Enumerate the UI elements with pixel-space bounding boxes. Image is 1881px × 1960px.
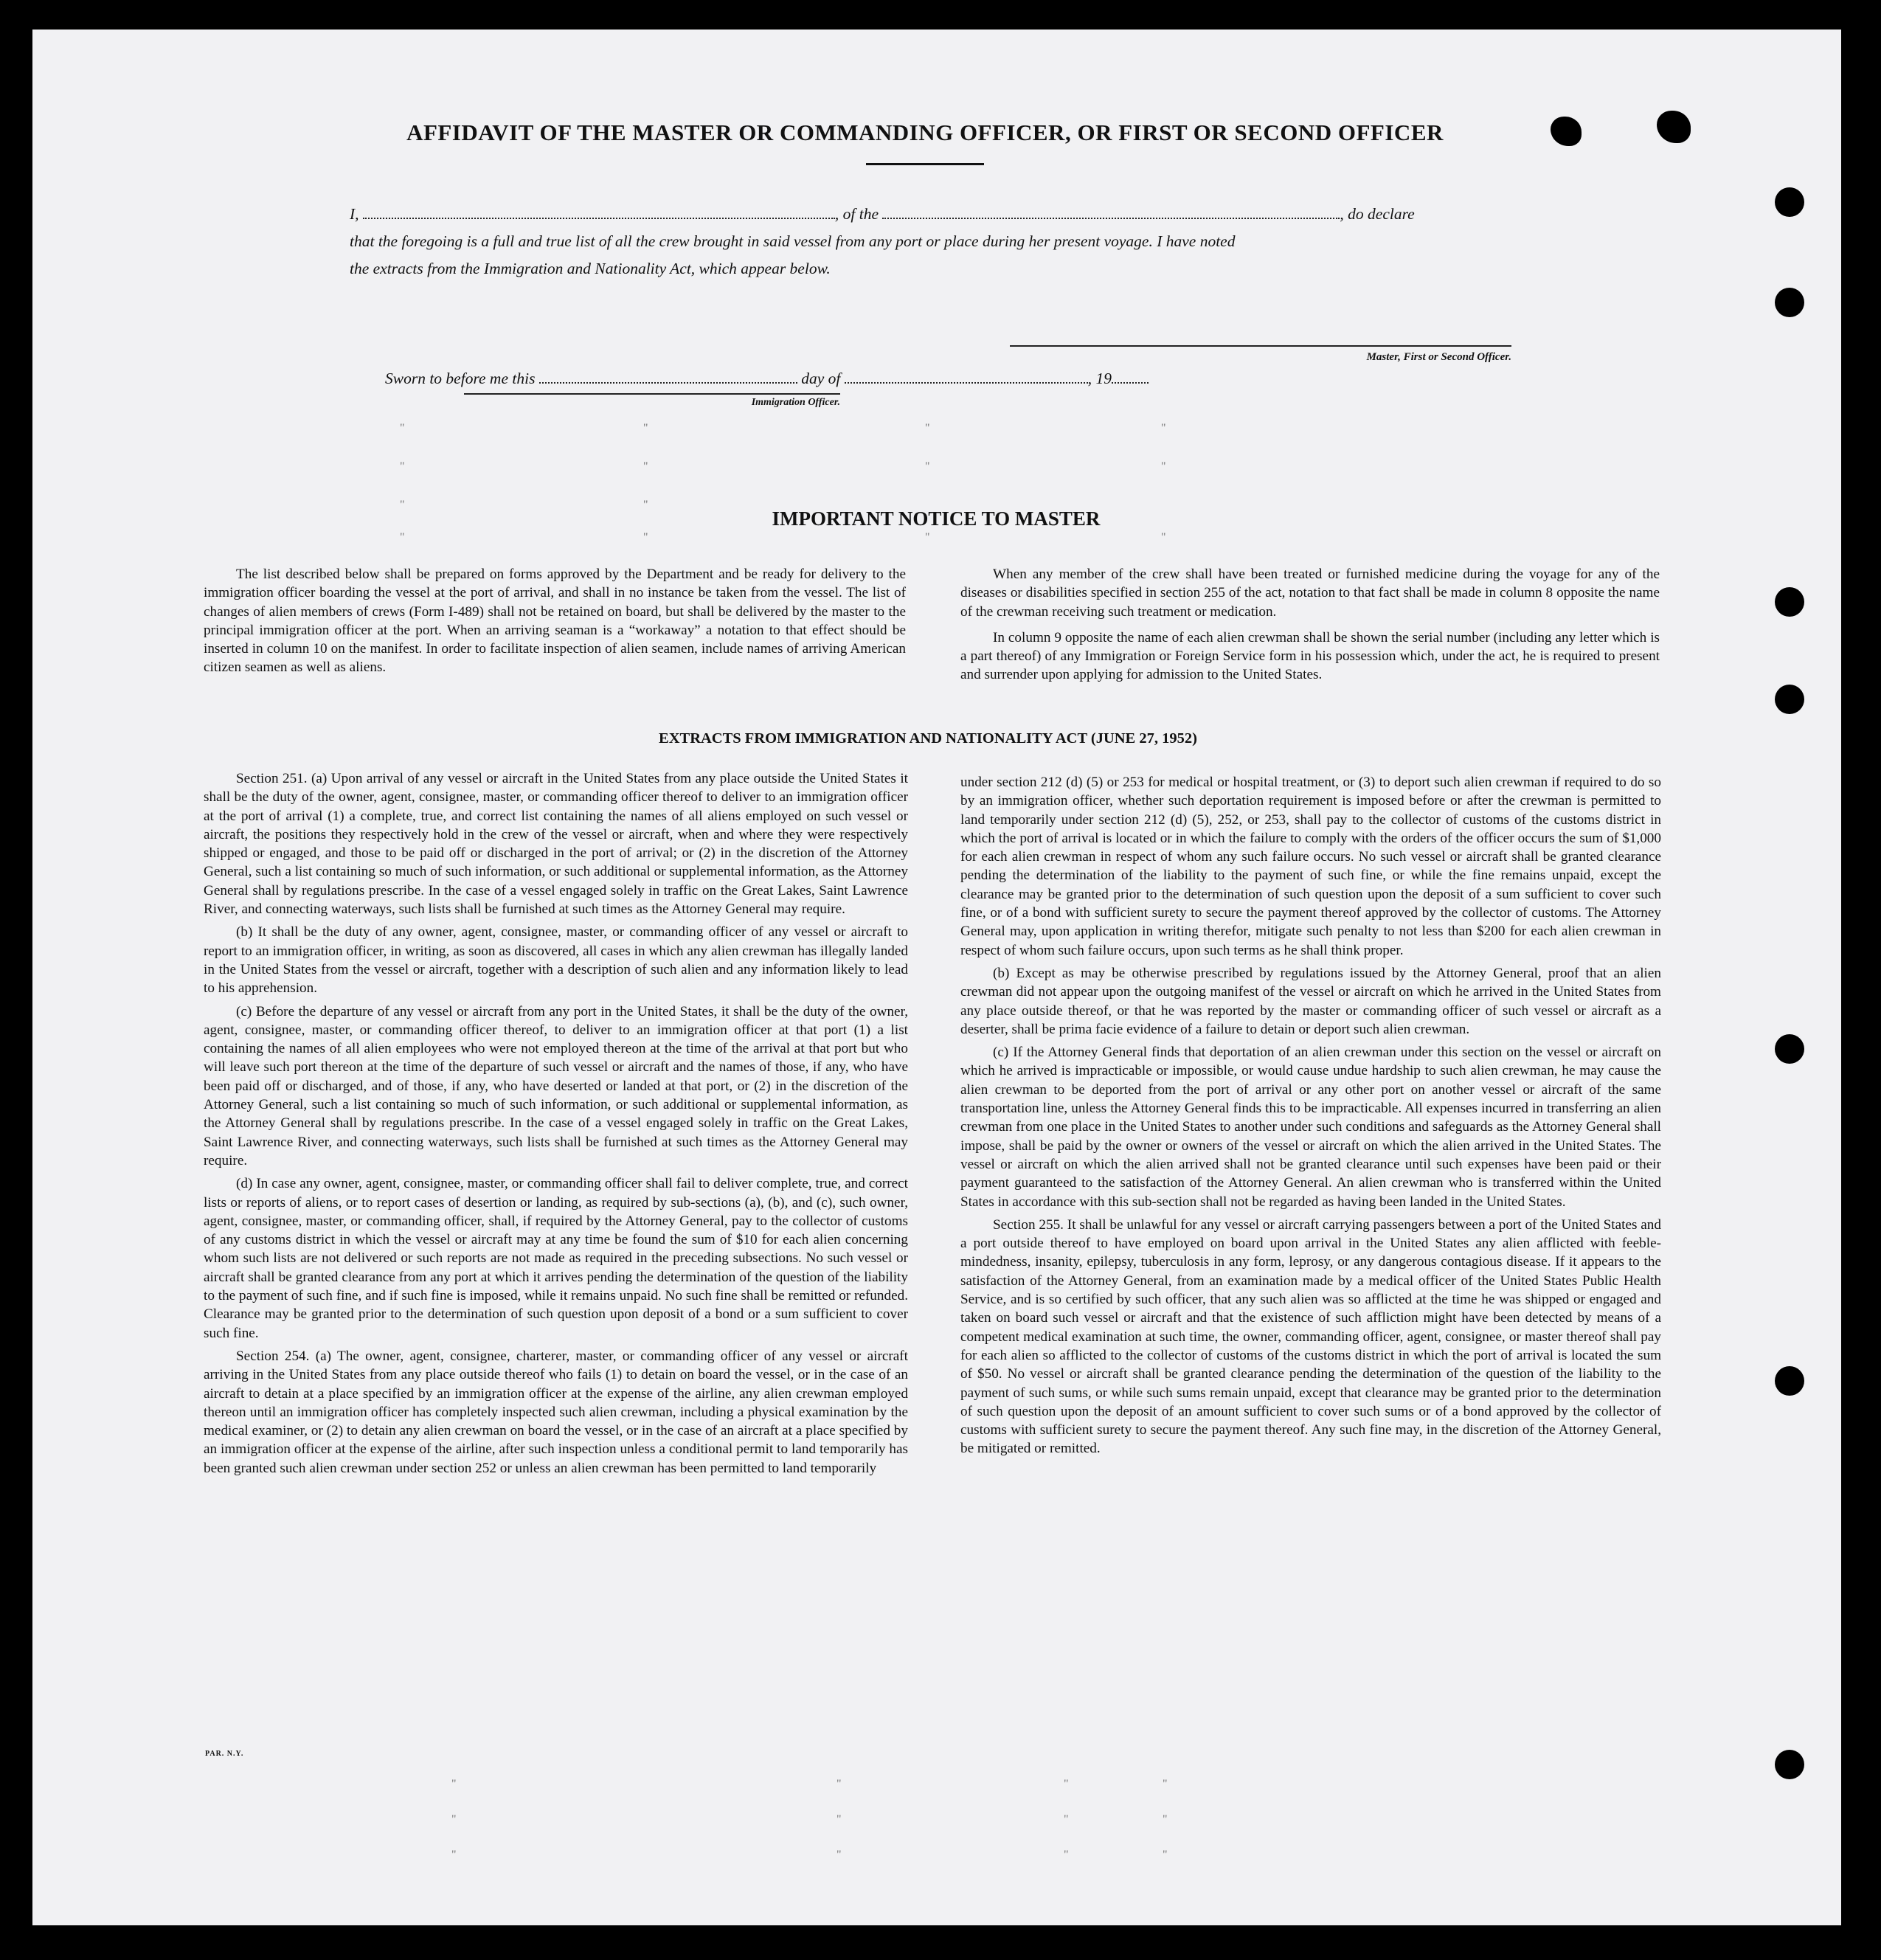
punch-hole (1775, 685, 1804, 714)
statute-paragraph: (b) It shall be the duty of any owner, agent, consignee, master, or commanding officer of any vessel or aircraft to report to an immigration officer, in writing, as soon as discovered, all cases in which any alien crewman has illegally landed in the United States from the vessel or aircraft, together with a description of such alien and any information likely to lead to his apprehension. (204, 924, 908, 997)
statute-paragraph: Section 255. It shall be unlawful for any vessel or aircraft carrying passengers between a port of the United States and a port outside thereof to have employed on board upon arrival in the United States any alien afflicted with feeble-mindedness, insanity, epilepsy, tuberculosis in any form, leprosy, or any dangerous contagious disease. If it appears to the satisfaction of the Attorney General, from an examination made by a medical officer of the United States Public Health Service, and is so certified by such officer, that any such alien was so afflicted at the time he was shipped or engaged and taken on board such vessel or aircraft and that the existence of such affliction might have been detected by means of a competent medical examination at such time, the owner, commanding officer, agent, consignee, or master thereof shall pay for each alien so afflicted to the collector of customs of the customs district in which the port of arrival is located the sum of $50. No vessel or aircraft shall be granted clearance pending the determination of the question of the liability to the payment of such sums, or while such sums remain unpaid, except that clearance may be granted prior to the determination of such question upon the deposit of an amount sufficient to cover such sums or of a bond approved by the collector of customs with sufficient surety to secure the payment thereof. Any such fine may, in the discretion of the Attorney General, be mitigated or remitted. (960, 1216, 1661, 1457)
ditto-mark: " (643, 422, 648, 434)
ditto-mark: " (1064, 1849, 1069, 1861)
punch-hole (1775, 187, 1804, 217)
ditto-mark: " (1064, 1813, 1069, 1826)
statute-paragraph: (c) If the Attorney General finds that deportation of an alien crewman under this section on the vessel or aircraft on which he arrived is impracticable or impossible, or would cause undue hardship to such alien crewman, he may cause the alien crewman to be deported from the port of arrival or any other port on another vessel or aircraft of the same transportation line, unless the Attorney General finds this to be impracticable. All expenses incurred in transferring an alien crewman from one place in the United States to another under such conditions and safeguards as the Attorney General shall impose, shall be paid by the owner or owners of the vessel or aircraft on which the alien arrived in the United States. The vessel or aircraft on which the alien arrived shall not be granted clearance until such expenses have been paid or their payment guaranteed to the satisfaction of the Attorney General. An alien crewman who is transferred within the United States in accordance with this sub-section shall not be regarded as having been landed in the United States. (960, 1045, 1661, 1210)
declaration-block (350, 201, 1559, 283)
statute-paragraph: under section 212 (d) (5) or 253 for medical or hospital treatment, or (3) to deport such alien crewman if required to do so by an immigration officer, whether such deportation requirement is imposed before or after the crewman is permitted to land temporarily under section 212 (d) (5), 252, or 253, shall pay to the collector of customs of the customs district in which the port of arrival is located or in which the failure to comply with the orders of the officer occurs the sum of $1,000 for each alien crewman in respect of whom any such failure occurs. No such vessel or aircraft shall be granted clearance pending the determination of the liability to the payment of such fine, or while the fine remains unpaid, except the clearance may be granted prior to the determination of such question upon the deposit of a sum sufficient to cover such fine, or of a bond with sufficient surety to secure the payment thereof approved by the collector of customs. The Attorney General may, upon application in writing therefor, mitigate such penalty to not less than $200 for each alien crewman in respect of whom such failure occurs, upon such terms as he shall think proper. (960, 775, 1661, 958)
master-signature-field[interactable] (1010, 345, 1511, 347)
ditto-mark: " (451, 1849, 457, 1861)
punch-hole (1775, 288, 1804, 317)
title-underline (866, 163, 984, 165)
notice-heading: IMPORTANT NOTICE TO MASTER (772, 508, 1101, 530)
sworn-year-field[interactable] (1112, 367, 1149, 384)
day-of-label: day of (801, 370, 841, 387)
form-page (32, 30, 1841, 1925)
sworn-label: Sworn to before me this (385, 370, 536, 387)
punch-hole (1775, 1366, 1804, 1396)
ditto-mark: " (1163, 1813, 1168, 1826)
notice-paragraph: In column 9 opposite the name of each alien crewman shall be shown the serial number (including any letter which is a part thereof) of any Immigration or Foreign Service form in his possession which, under the act, he is required to present and surrender upon applying for admission to the United States. (960, 629, 1660, 683)
punch-hole (1775, 1034, 1804, 1064)
form-title: AFFIDAVIT OF THE MASTER OR COMMANDING OFFICER, OR FIRST OR SECOND OFFICER (406, 120, 1444, 145)
extracts-right-column (960, 773, 1661, 1458)
ditto-mark: " (1161, 460, 1166, 473)
notice-paragraph: The list described below shall be prepared on forms approved by the Department and be ready for delivery to the immigration officer boarding the vessel at the port of arrival, and shall in no instance be taken from the vessel. The list of changes of alien members of crews (Form I-489) shall not be retained on board, but shall be delivered by the master to the principal immigration officer at the port. When an arriving seaman is a “workaway” a notation to that effect should be inserted in column 10 on the manifest. In order to facilitate inspection of alien seamen, include names of arriving American citizen seamen as well as aliens. (204, 567, 906, 676)
extracts-heading: EXTRACTS FROM IMMIGRATION AND NATIONALITY ACT (JUNE 27, 1952) (659, 730, 1197, 747)
notice-right-column (960, 565, 1660, 685)
statute-paragraph: (b) Except as may be otherwise prescribed by regulations issued by the Attorney General, proof that an alien crewman did not appear upon the outgoing manifest of the vessel or aircraft on which he arrived in the United States from any place outside thereof, or that he was reported by the master or commanding officer of such vessel or aircraft as a deserter, shall be prima facie evidence of a failure to detain or deport such alien crewman. (960, 965, 1661, 1037)
ditto-mark: " (643, 499, 648, 511)
ditto-mark: " (643, 531, 648, 544)
sworn-day-field[interactable] (539, 367, 797, 384)
ditto-mark: " (400, 422, 405, 434)
ditto-mark: " (836, 1849, 842, 1861)
ditto-mark: " (451, 1813, 457, 1826)
notice-left-column (204, 565, 906, 677)
printer-mark: PAR. N.Y. (205, 1750, 244, 1758)
ditto-mark: " (643, 460, 648, 473)
notice-paragraph: When any member of the crew shall have been treated or furnished medicine during the voyage for any of the diseases or disabilities specified in section 255 of the act, notation to that fact shall be made in column 8 opposite the name of the crewman receiving such treatment or medication. (960, 567, 1660, 620)
immigration-officer-signature-field[interactable] (464, 393, 840, 395)
ditto-mark: " (1161, 422, 1166, 434)
i-label: I, (350, 205, 359, 223)
ditto-mark: " (836, 1778, 842, 1790)
year-label: , 19 (1087, 370, 1112, 387)
ditto-mark: " (1161, 531, 1166, 544)
ditto-mark: " (400, 531, 405, 544)
punch-hole (1775, 587, 1804, 617)
ditto-mark: " (400, 460, 405, 473)
of-the-label: , of the (834, 205, 879, 223)
declaration-line-2: that the foregoing is a full and true list of all the crew brought in said vessel from any port or place during her present voyage. I have noted (350, 232, 1236, 250)
ditto-mark: " (451, 1778, 457, 1790)
statute-paragraph: Section 251. (a) Upon arrival of any vessel or aircraft in the United States from any place outside the United States it shall be the duty of the owner, agent, consignee, master, or commanding officer thereof to deliver to an immigration officer at the port of arrival (1) a complete, true, and correct list containing the names of all aliens employed on such vessel or aircraft, the positions they respectively hold in the crew of the vessel or aircraft, when and where they were respectively shipped or engaged, and those to be paid off or discharged in the port of arrival; or (2) in the discretion of the Attorney General, such a list containing so much of such information, or such additional or supplemental information, as the Attorney General shall by regulations prescribe. In the case of a vessel engaged solely in traffic on the Great Lakes, Saint Lawrence River, and connecting waterways, such lists shall be furnished at such times as the Attorney General may require. (204, 771, 908, 918)
punch-hole (1775, 1750, 1804, 1779)
ditto-mark: " (1163, 1849, 1168, 1861)
ditto-mark: " (400, 499, 405, 511)
ditto-mark: " (836, 1813, 842, 1826)
statute-paragraph: Section 254. (a) The owner, agent, consignee, charterer, master, or commanding officer of any vessel or aircraft arriving in the United States from any place outside thereof who fails (1) to detain on board the vessel, or in the case of an aircraft to detain at a place specified by an immigration officer at the expense of the airline, any alien crewman employed thereon until an immigration officer has completely inspected such alien crewman, including a physical examination by the medical examiner, or (2) to detain any alien crewman on board the vessel, or in the case of an aircraft at a place specified by an immigration officer at the expense of the airline, after such inspection unless a conditional permit to land temporarily has been granted such alien crewman under section 252 or unless an alien crewman has been permitted to land temporarily (204, 1348, 908, 1476)
do-declare-label: , do declare (1340, 205, 1415, 223)
sworn-line (385, 367, 1149, 388)
ditto-mark: " (1064, 1778, 1069, 1790)
ditto-mark: " (925, 422, 930, 434)
declaration-line-3: the extracts from the Immigration and Nationality Act, which appear below. (350, 260, 831, 277)
immigration-officer-label: Immigration Officer. (751, 397, 840, 408)
sworn-month-field[interactable] (845, 367, 1088, 384)
extracts-left-column (204, 769, 908, 1478)
vessel-name-field[interactable] (882, 203, 1340, 219)
master-name-field[interactable] (363, 203, 835, 219)
statute-paragraph: (c) Before the departure of any vessel or aircraft from any port in the United States, it shall be the duty of the owner, agent, consignee, master, or commanding officer thereof, to deliver to an immigration officer at that port (1) a list containing the names of all alien employees who were not employed thereon at the time of the arrival at that port but who will leave such port thereon at the time of the departure of such vessel or aircraft and the names of those, if any, who have been paid off or discharged, and of those, if any, who have deserted or landed at that port, or (2) in the discretion of the Attorney General, such a list containing so much of such information, or such additional or supplemental information, as the Attorney General shall by regulations prescribe. In the case of a vessel engaged solely in traffic on the Great Lakes, Saint Lawrence River, and connecting waterways, such lists shall be furnished at such times as the Attorney General may require. (204, 1003, 908, 1168)
signature-label: Master, First or Second Officer. (1366, 351, 1511, 363)
ditto-mark: " (925, 531, 930, 544)
ditto-mark: " (1163, 1778, 1168, 1790)
statute-paragraph: (d) In case any owner, agent, consignee, master, or commanding officer shall fail to deliver complete, true, and correct lists or reports of aliens, or to report cases of desertion or landing, as required by sub-sections (a), (b), and (c), such owner, agent, consignee, master, or commanding officer, shall, if required by the Attorney General, pay to the collector of customs of any customs district in which the vessel or aircraft may at any time be found the sum of $10 for each alien concerning whom such lists are not delivered or such reports are not made as required in the preceding subsections. No such vessel or aircraft shall be granted clearance from any port at which it arrives pending the determination of the question of the liability to the payment of such fine, and if such fine is imposed, while it remains unpaid. No such fine shall be remitted or refunded. Clearance may be granted prior to the determination of such question upon deposit of a bond or a sum sufficient to cover such fine. (204, 1176, 908, 1341)
ditto-mark: " (925, 460, 930, 473)
